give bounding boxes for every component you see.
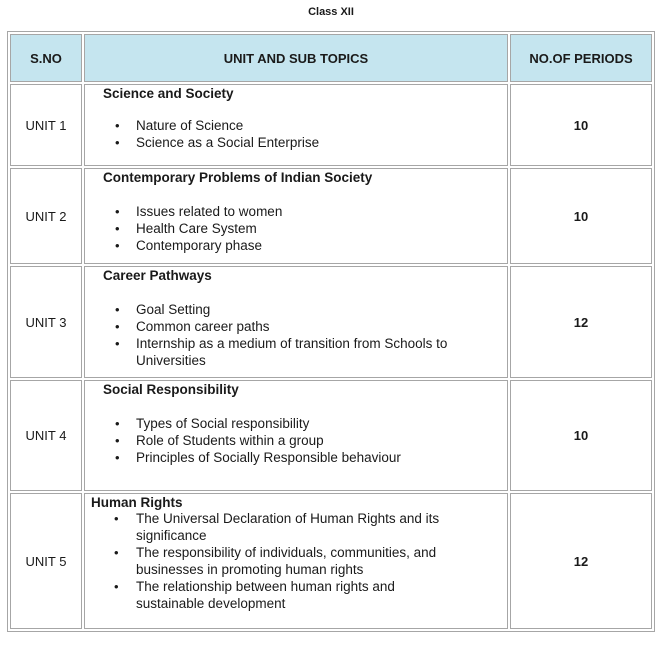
unit-heading: Social Responsibility	[103, 382, 239, 397]
table-row	[10, 380, 652, 491]
subtopic-list	[85, 415, 507, 466]
unit-number: UNIT 3	[10, 266, 82, 378]
subtopic-item: • Role of Students within a group	[85, 432, 507, 449]
subtopic-item: • Science as a Social Enterprise	[85, 134, 507, 151]
unit-heading: Science and Society	[103, 86, 234, 101]
unit-heading: Contemporary Problems of Indian Society	[103, 170, 373, 185]
subtopic-list	[85, 117, 507, 151]
syllabus-table	[7, 31, 655, 632]
unit-number: UNIT 5	[10, 493, 82, 629]
subtopic-item: • Contemporary phase	[85, 237, 507, 254]
header-sno: S.NO	[10, 34, 82, 82]
subtopic-item: • Types of Social responsibility	[85, 415, 507, 432]
header-topics: UNIT AND SUB TOPICS	[84, 34, 508, 82]
table-row	[10, 493, 652, 629]
subtopic-item: • The responsibility of individuals, communities, and businesses in promoting human rights	[85, 544, 456, 578]
subtopic-item: • Issues related to women	[85, 203, 507, 220]
unit-heading: Career Pathways	[103, 268, 212, 283]
unit-number: UNIT 1	[10, 84, 82, 166]
subtopic-item: • Health Care System	[85, 220, 507, 237]
page-title: Class XII	[308, 6, 354, 18]
unit-heading: Human Rights	[91, 495, 183, 510]
table-row	[10, 84, 652, 166]
subtopic-item: • Principles of Socially Responsible behaviour	[85, 449, 507, 466]
unit-number: UNIT 4	[10, 380, 82, 491]
unit-number: UNIT 2	[10, 168, 82, 264]
table-row	[10, 266, 652, 378]
unit-topics	[84, 266, 508, 378]
period-count: 10	[510, 168, 652, 264]
unit-topics	[84, 84, 508, 166]
subtopic-list	[85, 203, 507, 254]
period-count: 12	[510, 493, 652, 629]
unit-topics	[84, 493, 508, 629]
subtopic-item: • The relationship between human rights and sustainable development	[85, 578, 436, 612]
unit-topics	[84, 168, 508, 264]
subtopic-list	[85, 301, 507, 369]
subtopic-item: • Common career paths	[85, 318, 507, 335]
period-count: 12	[510, 266, 652, 378]
subtopic-list	[85, 510, 507, 612]
subtopic-item: • Internship as a medium of transition from Schools to Universities	[85, 335, 496, 369]
subtopic-item: • Nature of Science	[85, 117, 507, 134]
period-count: 10	[510, 380, 652, 491]
period-count: 10	[510, 84, 652, 166]
header-row	[10, 34, 652, 82]
table-row	[10, 168, 652, 264]
subtopic-item: • The Universal Declaration of Human Rights and its significance	[85, 510, 481, 544]
header-periods: NO.OF PERIODS	[510, 34, 652, 82]
subtopic-item: • Goal Setting	[85, 301, 507, 318]
unit-topics	[84, 380, 508, 491]
